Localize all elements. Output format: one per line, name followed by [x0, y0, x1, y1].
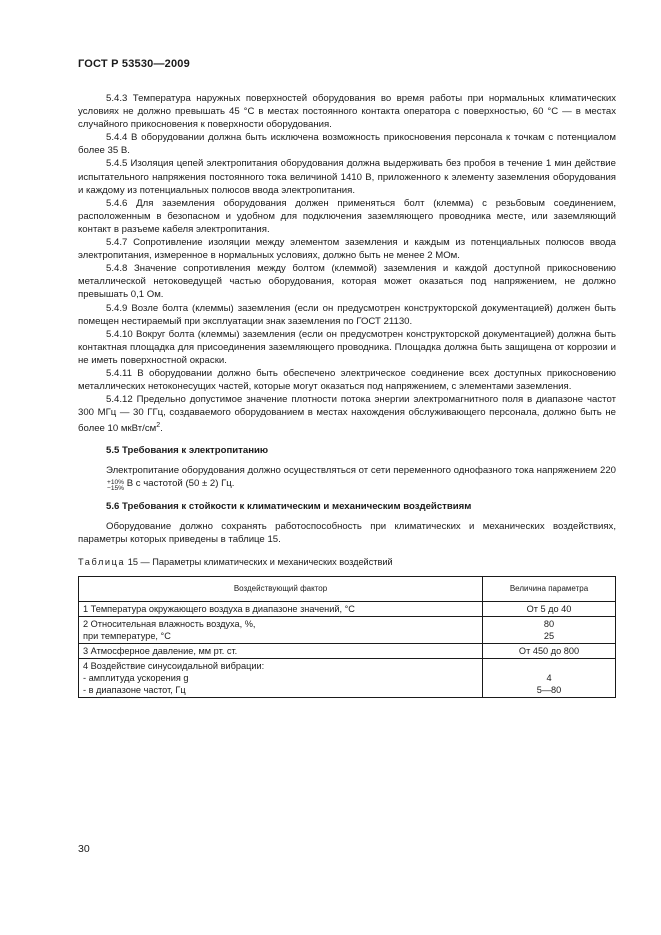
clause-5-4-9: 5.4.9 Возле болта (клеммы) заземления (если он предусмотрен конструкторской документацией) должен быть помещен нестираемый при эксплуатации знак заземления по ГОСТ 21130. — [78, 302, 616, 327]
factor-cell — [79, 602, 483, 617]
factor-line: 4 Воздействие синусоидальной вибрации: — [83, 661, 265, 672]
value-line: От 5 до 40 — [526, 604, 572, 615]
factor-cell — [79, 617, 483, 644]
clause-5-4-12 — [78, 393, 616, 435]
clause-5-4-8: 5.4.8 Значение сопротивления между болтом (клеммой) заземления и каждой доступной прикосновению металлической нетоковедущей частью оборудования, которая может оказаться под напряжением, не должно превышать 0,1 Ом. — [78, 263, 616, 301]
clause-5-4-6: 5.4.6 Для заземления оборудования должен применяться болт (клемма) с резьбовым соединением, расположенным в безопасном и удобном для подключения заземляющего проводника месте, или заземляющий контакт в разъеме кабеля электропитания. — [78, 197, 616, 235]
table-caption-word: Таблица — [78, 557, 126, 568]
header-value: Величина параметра — [483, 577, 616, 602]
table-caption — [78, 556, 616, 569]
clause-5-4-12-text: 5.4.12 Предельно допустимое значение плотности потока энергии электромагнитного поля в диапазоне частот 300 МГц — 30 ГГц, создаваемого оборудованием в местах нахождения обслуживающего персонала, должно быть не более 10 мкВт/см — [78, 394, 616, 435]
factor-line: 2 Относительная влажность воздуха, %, — [83, 619, 256, 630]
section-5-5-heading: 5.5 Требования к электропитанию — [106, 444, 269, 456]
factor-cell — [79, 659, 483, 698]
clause-5-4-7: 5.4.7 Сопротивление изоляции между элементом заземления и каждым из потенциальных полюсов ввода электропитания, измеренное в нормальных условиях, должно быть не менее 2 МОм. — [78, 237, 616, 262]
value-cell — [483, 602, 616, 617]
value-line: 25 — [543, 631, 555, 642]
section-5-6-heading: 5.6 Требования к стойкости к климатическим и механическим воздействиям — [106, 500, 472, 512]
section-5-5-text — [78, 464, 616, 492]
section-5-5-text-after: В с частотой (50 ± 2) Гц. — [124, 477, 235, 489]
value-line — [487, 660, 611, 672]
value-line: 80 — [543, 619, 555, 630]
table-row — [79, 659, 616, 698]
table-row — [79, 644, 616, 659]
value-cell — [483, 644, 616, 659]
section-5-6-text: Оборудование должно сохранять работоспособность при климатических и механических воздействиях, параметры которых приведены в таблице 15. — [78, 520, 616, 545]
tolerance-plus: +10% — [107, 478, 125, 486]
tolerance-minus: −15% — [107, 484, 125, 492]
value-line: 4 — [546, 673, 552, 684]
factor-line: 1 Температура окружающего воздуха в диапазоне значений, °С — [83, 604, 355, 615]
clause-5-4-12-end: . — [160, 423, 163, 435]
page-number: 30 — [78, 843, 90, 855]
clause-5-4-5: 5.4.5 Изоляция цепей электропитания оборудования должна выдерживать без пробоя в течение 1 мин действие испытательного напряжения постоянного тока величиной 1410 В, приложенного к элементу заземления оборудования и каждому из потенциальных полюсов ввода электропитания. — [78, 158, 616, 196]
clause-5-4-10: 5.4.10 Вокруг болта (клеммы) заземления (если он предусмотрен конструкторской документацией) должна быть контактная площадка для присоединения заземляющего проводника. Площадка должна быть защищена от коррозии и не иметь поверхностной окраски. — [78, 328, 616, 366]
document-header: ГОСТ Р 53530—2009 — [78, 58, 190, 70]
table-row — [79, 617, 616, 644]
value-line: От 450 до 800 — [518, 646, 580, 657]
factor-line: при температуре, °С — [83, 631, 171, 642]
table-header-row — [79, 577, 616, 602]
clause-5-4-12-sup: 2 — [156, 422, 161, 430]
clause-5-4-11: 5.4.11 В оборудовании должно быть обеспечено электрическое соединение всех доступных прикосновению металлических нетоконесущих частей, которые могут оказаться под напряжением, с элементами заземления. — [78, 367, 616, 393]
factor-cell — [79, 644, 483, 659]
factor-line: - в диапазоне частот, Гц — [83, 685, 186, 696]
clauses-5-4 — [78, 92, 616, 436]
table-row — [79, 602, 616, 617]
header-factor: Воздействующий фактор — [79, 577, 483, 602]
factor-line: - амплитуда ускорения g — [83, 673, 189, 684]
voltage-tolerance — [79, 480, 124, 492]
section-5-5-text-before: Электропитание оборудования должно осуществляться от сети переменного однофазного тока напряжением 220 — [106, 464, 616, 476]
factor-line: 3 Атмосферное давление, мм рт. ст. — [83, 646, 238, 657]
value-line: 5—80 — [536, 685, 562, 696]
clause-5-4-3: 5.4.3 Температура наружных поверхностей оборудования во время работы при нормальных климатических условиях не должно превышать 45 °С в местах постоянного контакта оператора с поверхностью, 60 °С — в местах случайного прикосновения к поверхности оборудования. — [78, 93, 616, 131]
table-caption-rest: 15 — Параметры климатических и механических воздействий — [125, 557, 393, 568]
document-body — [78, 92, 616, 698]
parameters-table — [78, 576, 616, 698]
value-cell — [483, 617, 616, 644]
value-cell — [483, 659, 616, 698]
clause-5-4-4: 5.4.4 В оборудовании должна быть исключена возможность прикосновения персонала к точкам с потенциалом более 35 В. — [78, 132, 616, 157]
